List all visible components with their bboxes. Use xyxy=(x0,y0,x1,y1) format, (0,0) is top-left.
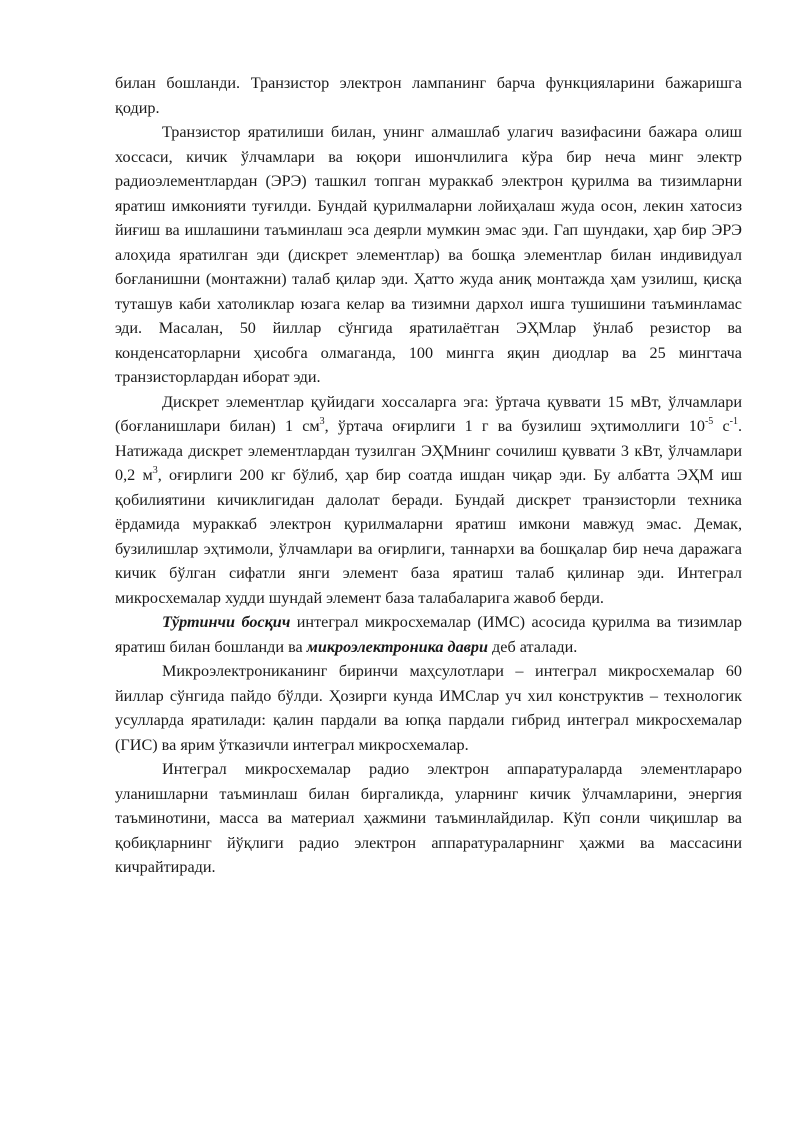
text-run: деб аталади. xyxy=(488,637,578,656)
text-run: Транзистор яратилиши билан, унинг алмашлаб улагич вазифасини бажара олиш хоссаси, кичик ўлчамлари ва юқори ишончлилига кўра бир неча минг электр радиоэлементлардан (ЭРЭ) ташкил топган мураккаб электрон қурилма ва тизимларни яратиш имконияти туғилди. Бундай қурилмаларни лойиҳалаш жуда осон, лекин хатосиз йиғиш ва ишлашини таъминлаш эса деярли мумкин эмас эди. Гап шундаки, ҳар бир ЭРЭ алоҳида яратилган эди (дискрет элементлар) ва бошқа элементлар билан индивидуал боғланишни (монтажни) талаб қилар эди. Ҳатто жуда аниқ монтажда ҳам узилиш, қисқа туташув каби хатоликлар юзага келар ва тизимни дархол ишга тушишини таъминламас эди. Масалан, 50 йиллар сўнгида яратилаётган ЭҲМлар ўнлаб резистор ва конденсаторларни ҳисобга олмаганда, 100 мингга яқин диодлар ва 25 мингтача транзисторлардан иборат эди. xyxy=(115,123,742,386)
bold-italic-term: Тўртинчи босқич xyxy=(162,613,291,631)
superscript: 3 xyxy=(319,415,325,427)
paragraph xyxy=(115,610,742,659)
text-run: Микроэлектроникaнинг биринчи маҳсулотлари – интеграл микросхемалар 60 йиллар сўнгида пайдо бўлди. Ҳозирги кунда ИМСлар уч хил конструктив – технологик усулларда яратилади: қалин пардали ва юпқа пардали гибрид интеграл микросхемалар (ГИС) ва ярим ўтказичли интеграл микросхемалар. xyxy=(115,662,742,754)
text-run: с xyxy=(713,417,730,435)
text-run: интеграл микросхемалар (ИМС) асосида қурилма ва тизимлар яратиш билан бошланди ва xyxy=(115,613,742,656)
paragraph xyxy=(115,757,742,880)
text-run: , ўртача оғирлиги 1 г ва бузилиш эҳтимоллиги 10 xyxy=(324,417,705,435)
text-run: Дискрет элементлар қуйидаги хоссаларга эга: ўртача қуввати 15 мВт, ўлчамлари (боғланишлари билан) 1 см xyxy=(115,392,742,435)
paragraph xyxy=(115,71,742,120)
paragraph xyxy=(115,659,742,757)
document-body xyxy=(115,71,742,880)
text-run: . Натижада дискрет элементлардан тузилган ЭҲМнинг сочилиш қуввати 3 кВт, ўлчамлари 0,2 м xyxy=(115,417,743,484)
bold-italic-term: микроэлектроника даври xyxy=(306,637,488,656)
text-run: Интеграл микросхемалар радио электрон аппаратураларда элементлараро уланишларни таъминлаш билан биргаликда, уларнинг кичик ўлчамларини, энергия таъминотини, масса ва материал ҳажмини таъминлайдилар. Кўп сонли чиқишлар ва қобиқларнинг йўқлиги радио электрон аппаратураларнинг ҳажми ва массасини кичрайтиради. xyxy=(115,760,742,876)
superscript: -1 xyxy=(729,415,738,427)
text-run: билан бошланди. Транзистор электрон лампанинг барча функцияларини бажаришга қодир. xyxy=(115,74,742,117)
text-run: , оғирлиги 200 кг бўлиб, ҳар бир соатда ишдан чиқар эди. Бу албатта ЭҲМ иш қобилиятини кичиклигидан далолат беради. Бундай дискрет транзисторли техника ёрдамида мураккаб электрон қурилмаларни яратиш имкони мавжуд эмас. Демак, бузилишлар эҳтимоли, ўлчамлари ва оғирлиги, таннархи ва бошқалар бир неча даражага кичик бўлган сифатли янги элемент база яратиш талаб қилинар эди. Интеграл микросхемалар худди шундай элемент база талабаларига жавоб берди. xyxy=(115,466,742,607)
paragraph xyxy=(115,390,742,611)
superscript: 3 xyxy=(152,464,158,476)
paragraph xyxy=(115,120,742,390)
superscript: -5 xyxy=(704,415,714,427)
